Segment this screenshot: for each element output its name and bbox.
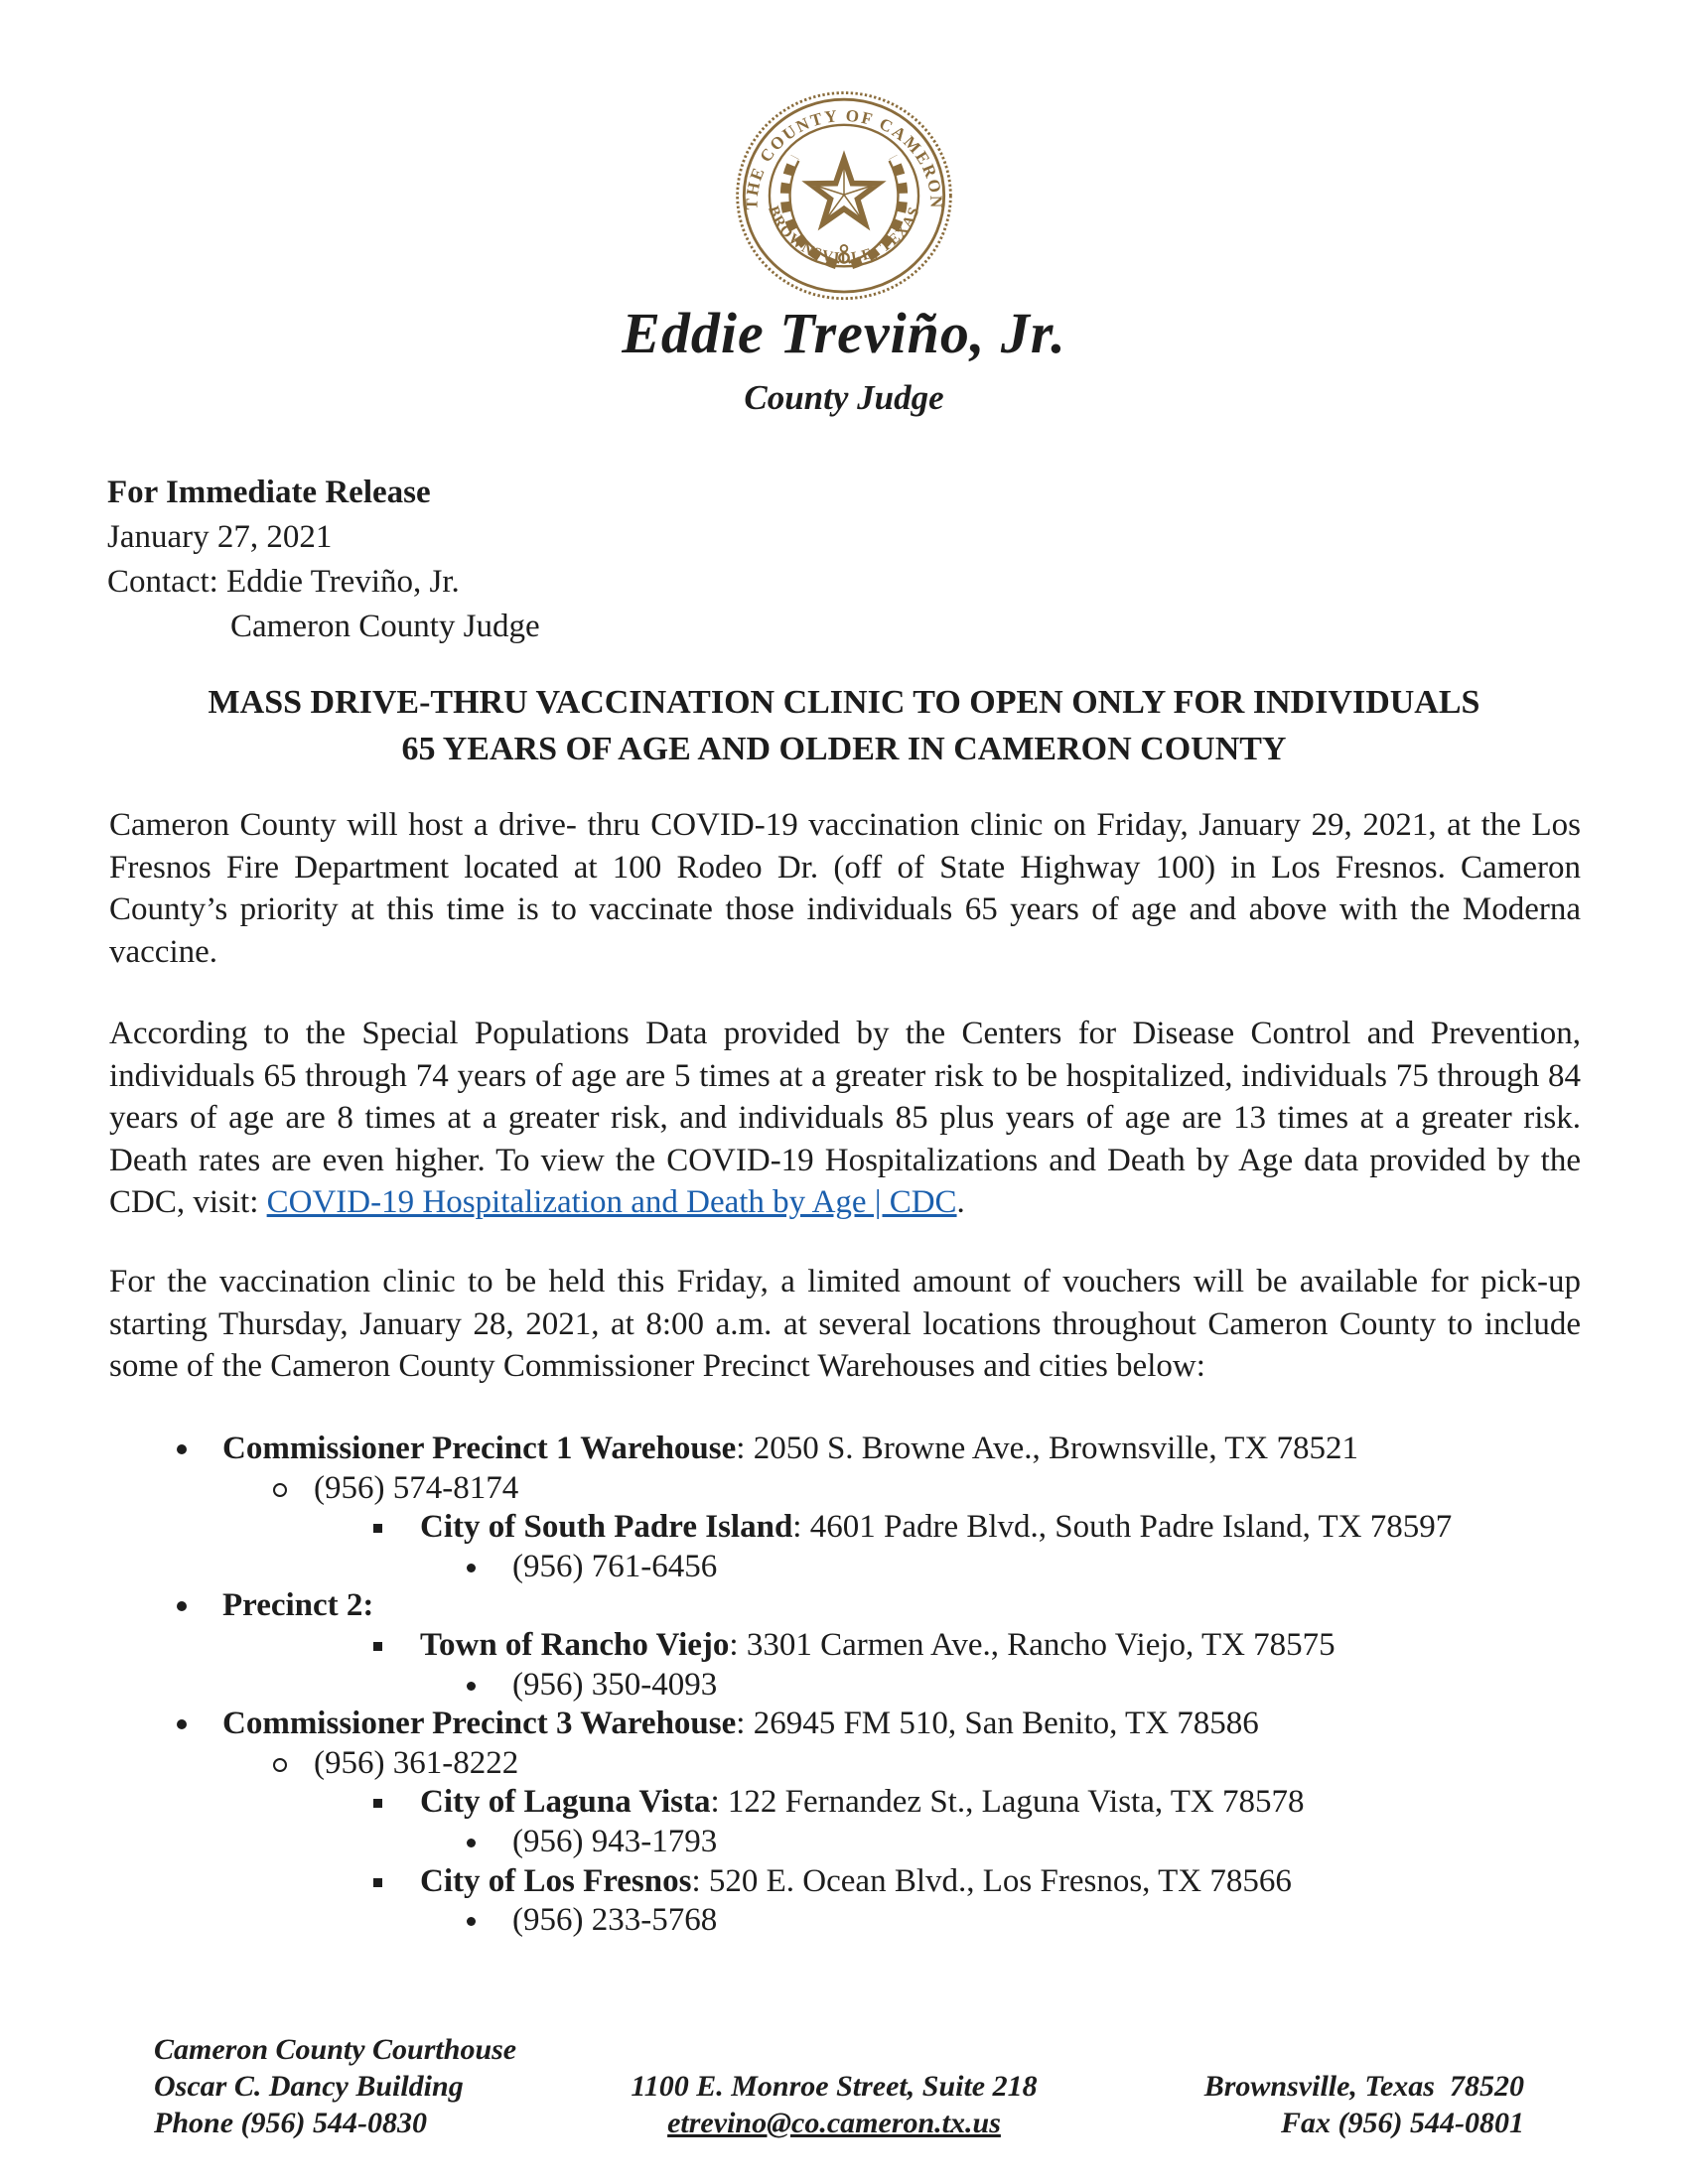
- list-item: [109, 1744, 1581, 1784]
- footer-courthouse: Cameron County Courthouse: [154, 2033, 517, 2066]
- list-item: [109, 1862, 1581, 1902]
- paragraph-clinic-announcement: Cameron County will host a drive- thru COVID-19 vaccination clinic on Friday, January 29, 2021, at the Los Fresnos Fire Department located at 100 Rodeo Dr. (off of State Highway 100) in Los Fresnos. Cameron County’s priority at this time is to vaccinate those individuals 65 years of age and above with the Moderna vaccine.: [109, 807, 1581, 970]
- footer-street-address: 1100 E. Monroe Street, Suite 218: [631, 2070, 1038, 2103]
- list-item-text: (956) 574-8174: [314, 1469, 519, 1506]
- bullet-circle-icon: [273, 1758, 287, 1772]
- bullet-dot-icon: [467, 1682, 476, 1691]
- list-item: [109, 1783, 1581, 1823]
- list-item: [109, 1666, 1581, 1706]
- paragraph-voucher-info: For the vaccination clinic to be held this Friday, a limited amount of vouchers will be available for pick-up starting Thursday, January 28, 2021, at 8:00 a.m. at several locations throughout Cameron County to include some of the Cameron County Commissioner Precinct Warehouses and cities below:: [109, 1264, 1581, 1384]
- bullet-square-icon: [373, 1878, 382, 1887]
- list-item-text: (956) 233-5768: [512, 1902, 718, 1939]
- cdc-paragraph-period: .: [956, 1184, 965, 1220]
- list-item-text: Commissioner Precinct 3 Warehouse: 26945 FM 510, San Benito, TX 78586: [222, 1706, 1259, 1742]
- list-item: [109, 1823, 1581, 1862]
- judge-name: Eddie Treviño, Jr.: [622, 301, 1066, 365]
- county-seal-emblem: [731, 87, 957, 308]
- list-item: [109, 1469, 1581, 1509]
- bullet-square-icon: [373, 1524, 382, 1533]
- release-info-block: [107, 471, 540, 649]
- seal-star-icon: [810, 159, 879, 223]
- footer-email-link[interactable]: etrevino@co.cameron.tx.us: [667, 2107, 1001, 2139]
- cdc-paragraph-text: According to the Special Populations Data provided by the Centers for Disease Control and Prevention, individuals 65 through 74 years of age are 5 times at a greater risk to be hospitalized, individuals 75 through 84 years of age are 8 times at a greater risk, and individuals 85 plus years of age are 13 times at a greater risk. Death rates are even higher. To view the COVID-19 Hospitalizations and Death by Age data provided by the CDC, visit:: [109, 1016, 1581, 1220]
- list-item: [109, 1901, 1581, 1941]
- paragraph-cdc-risk-data: [109, 1013, 1581, 1224]
- bullet-dot-icon: [467, 1839, 476, 1847]
- list-item: [109, 1626, 1581, 1666]
- headline-line2: 65 YEARS OF AGE AND OLDER IN CAMERON COUNTY: [401, 731, 1287, 767]
- headline: [0, 679, 1688, 772]
- list-item-text: (956) 361-8222: [314, 1744, 519, 1781]
- footer-city-column: [1152, 2068, 1524, 2141]
- list-item-text: Commissioner Precinct 1 Warehouse: 2050 S. Browne Ave., Brownsville, TX 78521: [222, 1431, 1358, 1466]
- release-label: For Immediate Release: [107, 475, 431, 510]
- release-date: January 27, 2021: [107, 519, 333, 555]
- list-item-text: Town of Rancho Viejo: 3301 Carmen Ave., Rancho Viejo, TX 78575: [420, 1626, 1336, 1663]
- footer-street-column: [616, 2068, 1053, 2141]
- list-item-text: (956) 943-1793: [512, 1823, 718, 1859]
- list-item: [109, 1508, 1581, 1548]
- footer-city-state-zip: Brownsville, Texas 78520: [1203, 2070, 1524, 2103]
- judge-role: County Judge: [744, 378, 944, 417]
- seal-bottom-text: BROWNSVILLE, TEXAS: [765, 204, 923, 267]
- list-item: [109, 1705, 1581, 1744]
- bullet-disc-icon: [177, 1444, 187, 1454]
- bullet-square-icon: [373, 1642, 382, 1651]
- list-item: [109, 1430, 1581, 1469]
- bullet-dot-icon: [467, 1564, 476, 1572]
- cdc-hospitalization-link[interactable]: COVID-19 Hospitalization and Death by Age | CDC: [266, 1184, 957, 1220]
- county-seal: [731, 87, 957, 308]
- footer: [0, 2031, 1688, 2150]
- list-item-text: (956) 761-6456: [512, 1548, 718, 1584]
- footer-building: Oscar C. Dancy Building: [154, 2070, 464, 2103]
- list-item-text: Precinct 2:: [222, 1587, 374, 1624]
- footer-phone: Phone (956) 544-0830: [154, 2107, 427, 2139]
- locations-list: [109, 1430, 1581, 1941]
- seal-top-text: THE COUNTY OF CAMERON: [742, 105, 946, 210]
- bullet-square-icon: [373, 1799, 382, 1808]
- bullet-circle-icon: [273, 1483, 287, 1497]
- release-contact: Contact: Eddie Treviño, Jr.: [107, 564, 460, 600]
- list-item-text: City of South Padre Island: 4601 Padre Blvd., South Padre Island, TX 78597: [420, 1509, 1453, 1546]
- list-item: [109, 1586, 1581, 1626]
- list-item-text: (956) 350-4093: [512, 1666, 718, 1703]
- list-item-text: City of Laguna Vista: 122 Fernandez St., Laguna Vista, TX 78578: [420, 1784, 1305, 1821]
- headline-line1: MASS DRIVE-THRU VACCINATION CLINIC TO OPEN ONLY FOR INDIVIDUALS: [208, 684, 1480, 721]
- list-item-text: City of Los Fresnos: 520 E. Ocean Blvd., Los Fresnos, TX 78566: [420, 1862, 1292, 1899]
- footer-address-column: [154, 2031, 516, 2141]
- list-item: [109, 1548, 1581, 1587]
- footer-fax: Fax (956) 544-0801: [1281, 2107, 1524, 2139]
- release-contact-title: Cameron County Judge: [230, 609, 540, 644]
